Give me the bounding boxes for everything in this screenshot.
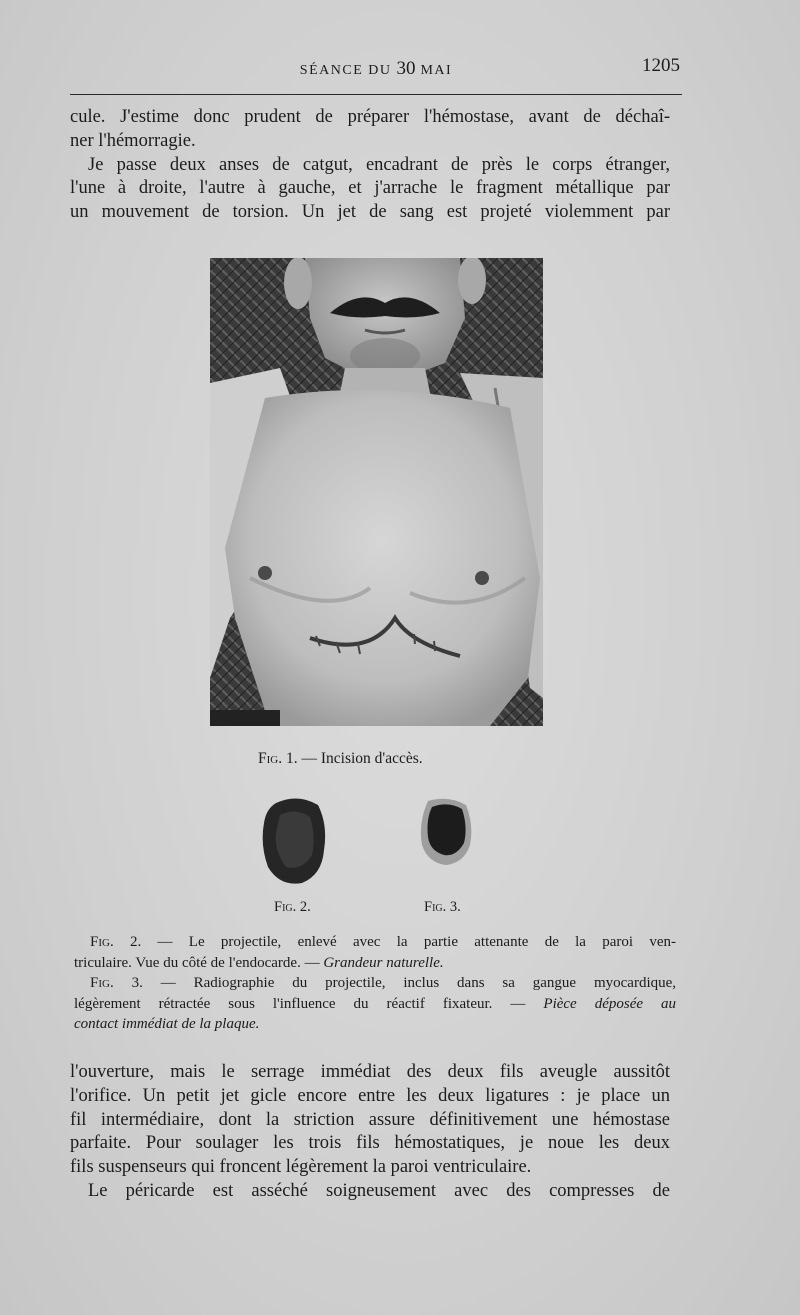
legend-fig2-line1 (74, 932, 676, 953)
text-line: Je passe deux anses de catgut, encadrant de près le corps étranger, (88, 154, 670, 175)
page-number: 1205 (642, 55, 680, 76)
figure-1-photograph (210, 258, 543, 726)
legend-fig3-line3 (74, 1014, 676, 1035)
figure-1-label: Fig. 1. (258, 750, 298, 767)
legend-fig2-text2: triculaire. Vue du côté de l'endocarde. — (74, 954, 320, 971)
legend-fig2-line2 (74, 953, 676, 974)
running-head (70, 55, 682, 79)
legend-fig3-label: Fig. 3. (90, 975, 143, 991)
legend-fig3-italic: Pièce déposée au (543, 995, 677, 1012)
figure-legend (74, 932, 676, 1035)
text-line: Le péricarde est asséché soigneusement avec des compresses de (88, 1180, 670, 1201)
text-line: l'ouverture, mais le serrage immédiat des deux fils aveugle aussitôt (70, 1062, 670, 1082)
running-head-month: MAI (420, 63, 453, 78)
text-line: l'orifice. Un petit jet gicle encore entre les deux ligatures : je place un (70, 1085, 670, 1106)
figure-1-caption (258, 750, 423, 768)
text-line: ner l'hémorragie. (70, 130, 196, 151)
photograph-illustration (210, 258, 543, 726)
top-paragraph (70, 106, 670, 225)
legend-fig2-italic: Grandeur naturelle. (323, 954, 444, 971)
figure-1-caption-text: — Incision d'accès. (301, 750, 423, 767)
figure-2-specimen (258, 795, 330, 887)
legend-fig3-italic2: contact immédiat de la plaque. (74, 1016, 260, 1032)
text-line: fil intermédiaire, dont la striction assure définitivement une hémostase (70, 1109, 670, 1130)
figure-3-radiograph (418, 797, 474, 867)
text-line: fils suspenseurs qui froncent légèrement la paroi ventriculaire. (70, 1157, 532, 1178)
running-head-prefix: SÉANCE DU (299, 63, 392, 78)
legend-fig2-label: Fig. 2. (90, 934, 142, 950)
legend-fig3-text: — Radiographie du projectile, inclus dans sa gangue myocardique, (160, 975, 677, 991)
text-line: parfaite. Pour soulager les trois fils hémostatiques, je noue les deux (70, 1133, 670, 1154)
running-head-title (70, 58, 682, 80)
figure-3-caption (424, 899, 461, 916)
figure-2-label: Fig. 2. (274, 899, 311, 915)
header-rule (70, 94, 682, 95)
figure-2-caption (274, 899, 311, 916)
legend-fig3-line1 (74, 973, 676, 994)
bottom-paragraph (70, 1061, 670, 1204)
text-line: un mouvement de torsion. Un jet de sang est projeté violemment par (70, 202, 670, 223)
text-line: l'une à droite, l'autre à gauche, et j'arrache le fragment métallique par (70, 178, 670, 199)
legend-fig3-text2: légèrement rétractée sous l'influence du réactif fixateur. — (74, 995, 526, 1012)
running-head-day: 30 (396, 58, 416, 79)
legend-fig3-line2 (74, 994, 676, 1015)
legend-fig2-text: — Le projectile, enlevé avec la partie attenante de la paroi ven- (157, 934, 676, 950)
text-line: cule. J'estime donc prudent de préparer l'hémostase, avant de déchaî- (70, 107, 670, 127)
figure-3-label: Fig. 3. (424, 899, 461, 915)
